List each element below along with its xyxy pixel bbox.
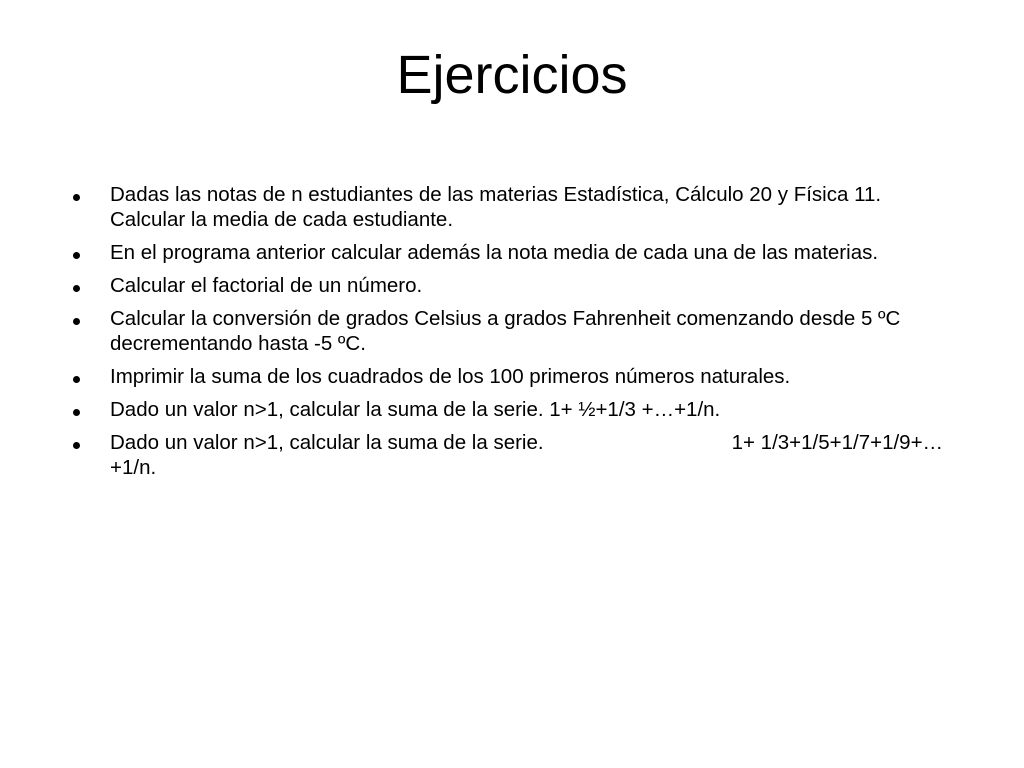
bullet-item: [70, 273, 950, 298]
bullet-dot-icon: [73, 409, 80, 416]
bullet-item: [70, 182, 950, 232]
bullet-dot-icon: [73, 318, 80, 325]
bullet-item: [70, 397, 950, 422]
bullet-dot-icon: [73, 285, 80, 292]
bullet-text-part2: 1+ 1/3+1/5+1/7+1/9+…+1/n.: [110, 431, 944, 479]
bullet-item: [70, 430, 950, 480]
bullet-item: [70, 306, 950, 356]
bullet-text: Calcular el factorial de un número.: [110, 274, 423, 297]
bullet-text-last: [110, 430, 950, 480]
bullet-text: Dado un valor n>1, calcular la suma de la serie. 1+ ½+1/3 +…+1/n.: [110, 398, 721, 421]
bullet-text-part1: Dado un valor n>1, calcular la suma de la serie.: [110, 431, 544, 454]
bullet-dot-icon: [73, 194, 80, 201]
bullet-dot-icon: [73, 442, 80, 449]
bullet-item: [70, 364, 950, 389]
bullet-dot-icon: [73, 376, 80, 383]
bullet-item: [70, 240, 950, 265]
bullet-text: En el programa anterior calcular además la nota media de cada una de las materias.: [110, 241, 879, 264]
bullet-dot-icon: [73, 252, 80, 259]
bullet-text: Dadas las notas de n estudiantes de las materias Estadística, Cálculo 20 y Física 11. Calcular la media de cada estudiante.: [110, 183, 882, 231]
bullet-text: Imprimir la suma de los cuadrados de los 100 primeros números naturales.: [110, 365, 791, 388]
bullet-text: Calcular la conversión de grados Celsius a grados Fahrenheit comenzando desde 5 ºC decrementando hasta -5 ºC.: [110, 307, 901, 355]
bullet-list: [70, 182, 950, 488]
slide-title: Ejercicios: [396, 45, 628, 105]
